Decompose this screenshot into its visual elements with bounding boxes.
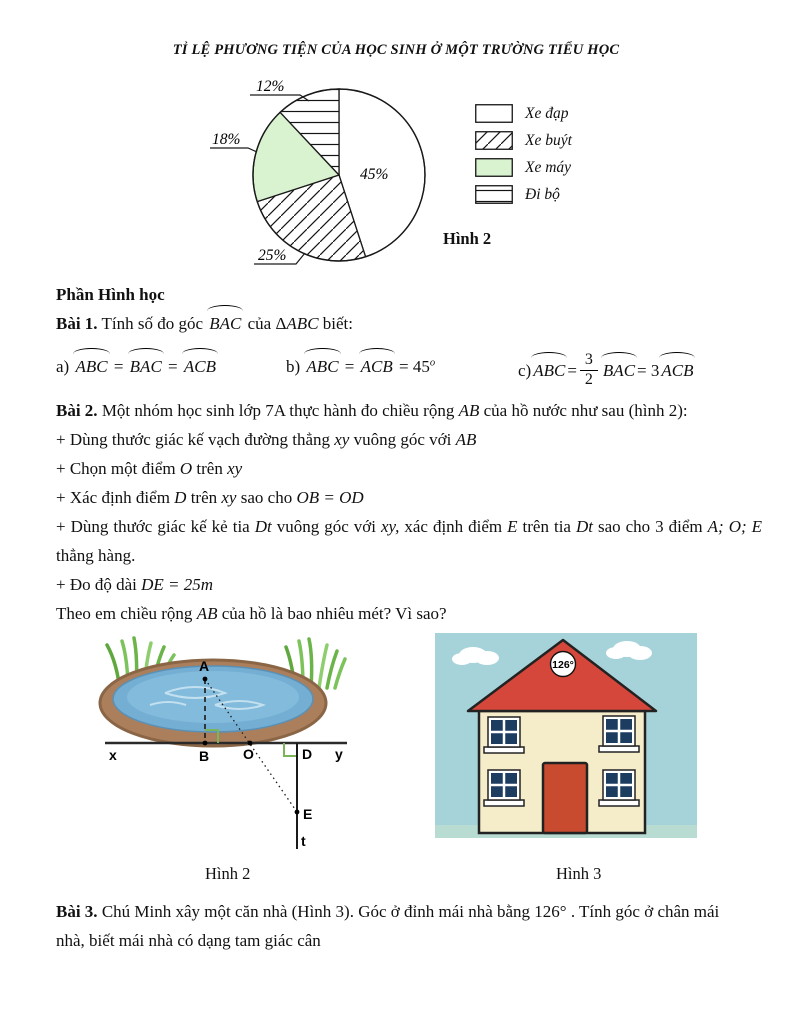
point-O (248, 741, 253, 746)
bai3-paragraph (56, 897, 762, 955)
window-bottom-left (484, 770, 524, 806)
chart-caption: Hình 2 (443, 229, 492, 248)
text-line: + Dùng thước giác kế vạch đường thẳng xy vuông góc với AB (56, 430, 477, 449)
legend-swatch-plain-icon (475, 104, 513, 123)
door (543, 763, 587, 833)
text-line: + Chọn một điểm O trên xy (56, 459, 243, 478)
label-O: O (243, 746, 254, 762)
text-line: + Xác định điểm D trên xy sao cho OB = OD (56, 488, 364, 507)
legend-item-di-bo (475, 185, 572, 204)
bai1-item-a: a) ABC = BAC = ACB (56, 352, 218, 381)
text-line: + Đo độ dài DE = 25m (56, 575, 214, 594)
text-line: Bài 3. Chú Minh xây một căn nhà (Hình 3). Góc ở đỉnh mái nhà bằng 126° . Tính góc ở chân mái (56, 902, 720, 921)
legend-item-xe-may (475, 158, 572, 177)
pie-chart (190, 73, 440, 273)
figure3-caption: Hình 3 (556, 864, 602, 883)
right-angle-at-D (284, 743, 297, 756)
window-top-left (484, 717, 524, 753)
legend-item-xe-buyt (475, 131, 572, 150)
pie-slices (253, 89, 425, 261)
pie-label-45: 45% (360, 166, 389, 183)
roof-angle-value: 126° (552, 659, 574, 671)
section-heading: Phần Hình học (56, 285, 165, 304)
legend-label: Xe buýt (525, 131, 572, 149)
text-line: Bài 2. Một nhóm học sinh lớp 7A thực hành đo chiều rộng AB của hồ nước như sau (hình 2): (56, 401, 688, 420)
text-line: thẳng hàng. (56, 546, 136, 565)
label-E: E (303, 806, 313, 822)
lake-figure (95, 633, 365, 849)
pie-label-25: 25% (258, 247, 287, 264)
window-bottom-right (599, 770, 639, 806)
point-B (203, 741, 208, 746)
label-x: x (109, 747, 117, 763)
label-y: y (335, 746, 343, 762)
bai1-intro: Bài 1. Tính số đo góc BAC của ΔABC biết: (56, 309, 353, 338)
legend-swatch-green-icon (475, 158, 513, 177)
label-B: B (199, 748, 210, 764)
pie-label-12: 12% (256, 78, 285, 95)
bai1-item-b: b) ABC = ACB = $45^o$ (286, 352, 435, 381)
leader-line-18 (210, 148, 257, 152)
legend-label: Xe đạp (525, 104, 569, 122)
text-line: nhà, biết mái nhà có dạng tam giác cân (56, 931, 321, 950)
point-A (203, 677, 208, 682)
text-line: + Dùng thước giác kế kẻ tia Dt vuông góc với xy, xác định điểm E trên tia Dt sao cho 3 điểm A; O; E (56, 517, 763, 536)
legend-label: Đi bộ (525, 185, 560, 203)
window-top-right (599, 716, 639, 752)
legend-swatch-diagonal-icon (475, 131, 513, 150)
label-A: A (199, 658, 210, 674)
text-line: Theo em chiều rộng AB của hồ là bao nhiêu mét? Vì sao? (56, 604, 447, 623)
legend-item-xe-dap (475, 104, 572, 123)
pie-label-18: 18% (212, 131, 241, 148)
bai2-paragraph (56, 396, 762, 628)
label-D: D (302, 746, 313, 762)
bai1-item-c: c) ABC = $\frac{3}{2}$ BAC = 3 ACB (518, 351, 694, 388)
page-title: TỈ LỆ PHƯƠNG TIỆN CỦA HỌC SINH Ở MỘT TRƯỜNG TIỂU HỌC (172, 42, 620, 58)
label-t: t (301, 833, 306, 849)
figure2-caption: Hình 2 (205, 864, 251, 883)
chart-legend (475, 104, 572, 212)
house-figure (435, 633, 697, 838)
point-E (295, 810, 300, 815)
legend-label: Xe máy (525, 158, 572, 176)
legend-swatch-horizontal-icon (475, 185, 513, 204)
